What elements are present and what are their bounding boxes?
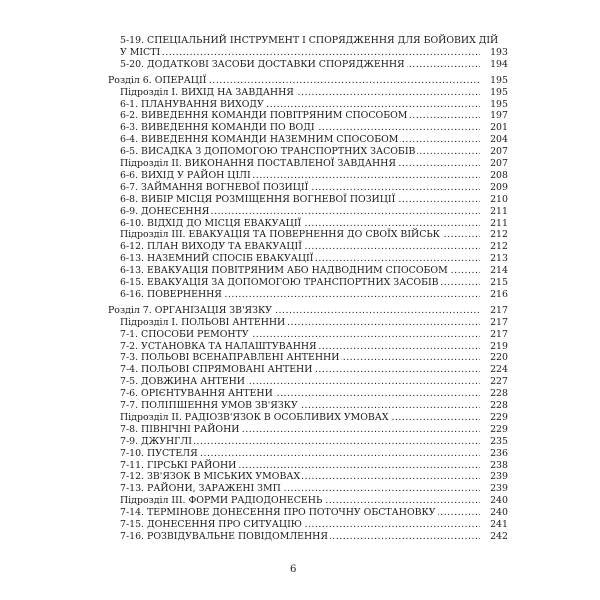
toc-entry-title: Підрозділ ІІ. РАДІОЗВ'ЯЗОК В ОСОБЛИВИХ УМОВАХ xyxy=(120,411,389,423)
toc-entry-title: 7-8. ПІВНІЧНІ РАЙОНИ xyxy=(120,423,240,435)
toc-entry-page: 212 xyxy=(482,228,508,242)
toc-entry-page: 212 xyxy=(482,240,508,254)
toc-entry[interactable] xyxy=(120,288,508,302)
toc-entry-page: 201 xyxy=(482,121,508,135)
toc-entry-title: У МІСТІ xyxy=(120,46,161,58)
toc-entry-page: 228 xyxy=(482,387,508,401)
toc-entry-page: 195 xyxy=(482,74,508,88)
toc-entry-page: 209 xyxy=(482,181,508,195)
toc-entry-page: 216 xyxy=(482,288,508,302)
toc-entry-title: Розділ 6. ОПЕРАЦІЇ xyxy=(108,74,207,86)
toc-entry-page: 197 xyxy=(482,109,508,123)
toc-entry-page: 236 xyxy=(482,447,508,461)
toc-entry-title: Розділ 7. ОРГАНІЗАЦІЯ ЗВ'ЯЗКУ xyxy=(108,304,272,316)
toc-entry-title: Підрозділ ІІ. ВИКОНАННЯ ПОСТАВЛЕНОЇ ЗАВДАННЯ xyxy=(120,158,396,169)
toc-entry-title: 7-14. ТЕРМІНОВЕ ДОНЕСЕННЯ ПРО ПОТОЧНУ ОБСТАНОВКУ xyxy=(120,507,436,519)
toc-entry-title: 6-8. ВИБІР МІСЦЯ РОЗМІЩЕННЯ ВОГНЕВОЇ ПОЗИЦІЇ xyxy=(120,193,396,205)
toc-entry-page: 204 xyxy=(482,133,508,147)
toc-entry-title: 7-16. РОЗВІДУВАЛЬНЕ ПОВІДОМЛЕННЯ xyxy=(120,530,328,542)
toc-entry-title: Підрозділ ІІІ. ЕВАКУАЦІЯ ТА ПОВЕРНЕННЯ ДО СВОЇХ ВІЙСЬК xyxy=(120,229,440,241)
toc-entry-title: Підрозділ ІІІ. ФОРМИ РАДІОДОНЕСЕНЬ xyxy=(120,495,323,507)
toc-entry-page: 217 xyxy=(482,316,508,330)
toc-entry-page: 217 xyxy=(482,304,508,318)
toc-entry-page: 195 xyxy=(482,98,508,112)
toc-entry[interactable] xyxy=(120,34,508,48)
toc-entry-page: 235 xyxy=(482,435,508,449)
toc-entry-title: 5-20. ДОДАТКОВІ ЗАСОБИ ДОСТАВКИ СПОРЯДЖЕННЯ xyxy=(120,58,405,70)
toc-entry-title: 7-12. ЗВ'ЯЗОК В МІСЬКИХ УМОВАХ xyxy=(120,471,301,483)
toc-entry-page: 211 xyxy=(482,205,508,219)
toc-entry-page: 240 xyxy=(482,506,508,520)
toc-entry-title: 6-5. ВИСАДКА З ДОПОМОГОЮ ТРАНСПОРТНИХ ЗАСОБІВ xyxy=(120,146,416,158)
toc-entry-page: 194 xyxy=(482,58,508,72)
toc-entry-page: 220 xyxy=(482,351,508,365)
toc-entry-title: 7-10. ПУСТЕЛЯ xyxy=(120,447,198,459)
toc-entry-page: 214 xyxy=(482,264,508,278)
toc-entry[interactable] xyxy=(120,530,508,544)
toc-entry-page: 239 xyxy=(482,482,508,496)
toc-entry-page: 239 xyxy=(482,470,508,484)
toc-entry-page: 207 xyxy=(482,145,508,159)
toc-entry-title: 7-1. СПОСОБИ РЕМОНТУ xyxy=(120,328,249,340)
toc-entry-page: 215 xyxy=(482,276,508,290)
toc-entry-page: 227 xyxy=(482,375,508,389)
toc-entry-title: 6-10. ВІДХІД ДО МІСЦЯ ЕВАКУАЦІЇ xyxy=(120,217,302,229)
toc-entry-title: 7-3. ПОЛЬОВІ ВСЕНАПРАВЛЕНІ АНТЕННИ xyxy=(120,352,340,364)
toc-entry-page: 213 xyxy=(482,252,508,266)
toc-entry-page: 229 xyxy=(482,423,508,437)
toc-entry-title: 7-11. ГІРСЬКІ РАЙОНИ xyxy=(120,459,237,471)
toc-entry-page: 219 xyxy=(482,340,508,354)
toc-entry-title: 7-4. ПОЛЬОВІ СПРЯМОВАНІ АНТЕНИ xyxy=(120,364,313,376)
toc-entry-title: 6-3. ВИВЕДЕННЯ КОМАНДИ ПО ВОДІ xyxy=(120,122,315,134)
toc-entry-page: 210 xyxy=(482,193,508,207)
toc-entry-page: 224 xyxy=(482,363,508,377)
page-number: 6 xyxy=(290,564,297,575)
toc-entry-title: 7-2. УСТАНОВКА ТА НАЛАШТУВАННЯ xyxy=(120,340,317,352)
toc-entry-page: 229 xyxy=(482,411,508,425)
toc-entry-page: 228 xyxy=(482,399,508,413)
toc-entry-page: 195 xyxy=(482,86,508,100)
toc-entry[interactable] xyxy=(120,58,508,72)
toc-entry-page: 207 xyxy=(482,157,508,171)
toc-entry-page: 238 xyxy=(482,459,508,473)
toc-entry-title: 6-6. ВИХІД У РАЙОН ЦІЛІ xyxy=(120,169,251,181)
toc-entry-title: 6-1. ПЛАНУВАННЯ ВИХОДУ xyxy=(120,98,264,110)
toc-entry-title: 6-7. ЗАЙМАННЯ ВОГНЕВОЇ ПОЗИЦІЇ xyxy=(120,181,309,193)
toc-entry-title: 7-5. ДОВЖИНА АНТЕНИ xyxy=(120,376,245,388)
toc-entry-title: 7-13. РАЙОНИ, ЗАРАЖЕНІ ЗМП xyxy=(120,483,281,495)
toc-entry-title: 6-15. ЕВАКУАЦІЯ ЗА ДОПОМОГОЮ ТРАНСПОРТНИХ ЗАСОБІВ xyxy=(120,277,439,288)
toc-entry-title: 6-9. ДОНЕСЕННЯ xyxy=(120,205,210,217)
toc-entry-title: 7-9. ДЖУНГЛІ xyxy=(120,435,192,447)
toc-entry-page: 193 xyxy=(482,46,508,60)
toc-entry-title: 7-7. ПОЛІПШЕННЯ УМОВ ЗВ'ЯЗКУ xyxy=(120,400,298,411)
toc-entry-title: 6-13. ЕВАКУАЦІЯ ПОВІТРЯНИМ АБО НАДВОДНИМ СПОСОБОМ xyxy=(120,265,448,277)
toc-entry-page: 240 xyxy=(482,494,508,508)
toc-entry-page: 211 xyxy=(482,217,508,231)
toc-entry-title: 6-12. ПЛАН ВИХОДУ ТА ЕВАКУАЦІЇ xyxy=(120,241,302,253)
toc-entry-title: Підрозділ І. ВИХІД НА ЗАВДАННЯ xyxy=(120,86,294,98)
toc-entry-title: 6-4. ВИВЕДЕННЯ КОМАНДИ НАЗЕМНИМ СПОСОБОМ xyxy=(120,134,399,146)
toc-entry-page: 208 xyxy=(482,169,508,183)
toc-entry-title: 7-6. ОРІЄНТУВАННЯ АНТЕНИ xyxy=(120,388,273,400)
toc-entry[interactable] xyxy=(120,264,508,278)
toc-entry-page: 241 xyxy=(482,518,508,532)
toc-entry-page: 242 xyxy=(482,530,508,544)
toc-entry-title: 6-2. ВИВЕДЕННЯ КОМАНДИ ПОВІТРЯНИМ СПОСОБОМ xyxy=(120,110,408,122)
toc-entry-page: 217 xyxy=(482,328,508,342)
toc-entry-title: Підрозділ І. ПОЛЬОВІ АНТЕННИ xyxy=(120,316,286,328)
toc-entry-title: 6-13. НАЗЕМНИЙ СПОСІБ ЕВАКУАЦІЇ xyxy=(120,253,314,265)
toc-entry-title: 6-16. ПОВЕРНЕННЯ xyxy=(120,288,222,300)
toc-entry-title: 5-19. СПЕЦІАЛЬНИЙ ІНСТРУМЕНТ І СПОРЯДЖЕННЯ ДЛЯ БОЙОВИХ ДІЙ xyxy=(120,35,499,46)
toc-entry-title: 7-15. ДОНЕСЕННЯ ПРО СИТУАЦІЮ xyxy=(120,519,302,530)
